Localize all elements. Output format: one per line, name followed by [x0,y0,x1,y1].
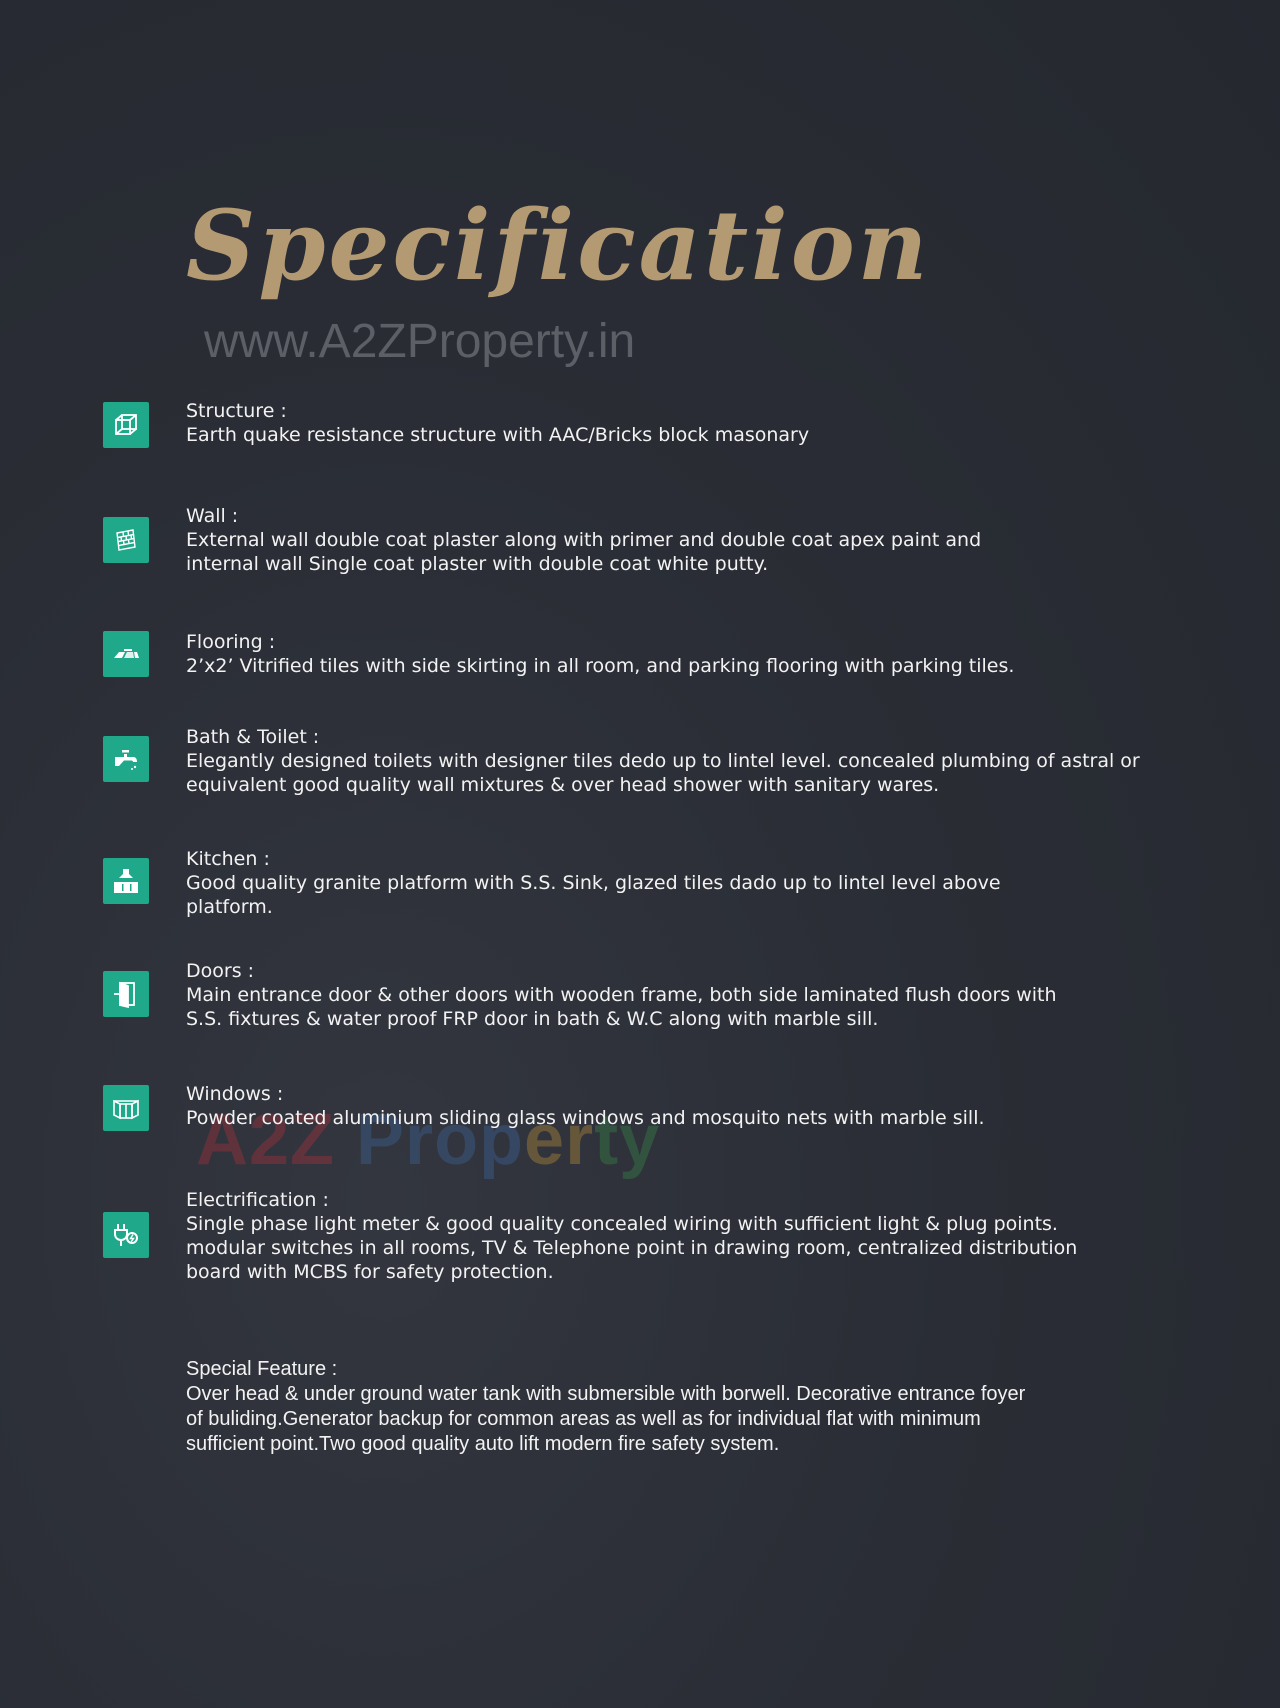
spec-label: Electrification : [186,1189,329,1211]
spec-description: 2’x2’ Vitrified tiles with side skirting in all room, and parking flooring with parking tiles. [186,655,1015,677]
spec-description: Elegantly designed toilets with designer tiles dedo up to lintel level. concealed plumbing of astral or equivalent good quality wall mixtures & over head shower with sanitary wares. [186,750,1140,796]
structure-cube-icon [103,402,149,448]
spec-label: Wall : [186,505,239,527]
spec-description: Good quality granite platform with S.S. Sink, glazed tiles dado up to lintel level above platform. [186,872,1001,918]
floor-tiles-icon [103,631,149,677]
brick-wall-icon [103,517,149,563]
spec-label: Kitchen : [186,848,270,870]
spec-label: Doors : [186,960,255,982]
kitchen-icon [103,858,149,904]
spec-description: Single phase light meter & good quality concealed wiring with sufficient light & plug points. modular switches in all rooms, TV & Telephone point in drawing room, centralized distribution board with MCBS for safety protection. [186,1213,1078,1283]
spec-description: Over head & under ground water tank with submersible with borwell. Decorative entrance foyer of buliding.Generator backup for common areas as well as for individual flat with minimum sufficient point.Two good quality auto lift modern fire safety system. [186,1383,1026,1455]
spec-description: Earth quake resistance structure with AAC/Bricks block masonary [186,424,810,446]
window-icon [103,1085,149,1131]
electric-plug-icon [103,1212,149,1258]
faucet-icon [103,736,149,782]
spec-label: Windows : [186,1083,284,1105]
spec-description: Main entrance door & other doors with wooden frame, both side laminated flush doors with S.S. fixtures & water proof FRP door in bath & W.C along with marble sill. [186,984,1057,1030]
spec-label: Structure : [186,400,287,422]
spec-description: External wall double coat plaster along with primer and double coat apex paint and internal wall Single coat plaster with double coat white putty. [186,529,982,575]
door-icon [103,971,149,1017]
spec-label: Special Feature : [186,1358,338,1380]
spec-label: Flooring : [186,631,276,653]
spec-description: Powder coated aluminium sliding glass windows and mosquito nets with marble sill. [186,1107,985,1129]
watermark-url: www.A2ZProperty.in [204,315,636,368]
page-title: Specification [186,189,931,302]
spec-label: Bath & Toilet : [186,726,320,748]
watermark-logo: A2Z Property [196,1100,661,1180]
